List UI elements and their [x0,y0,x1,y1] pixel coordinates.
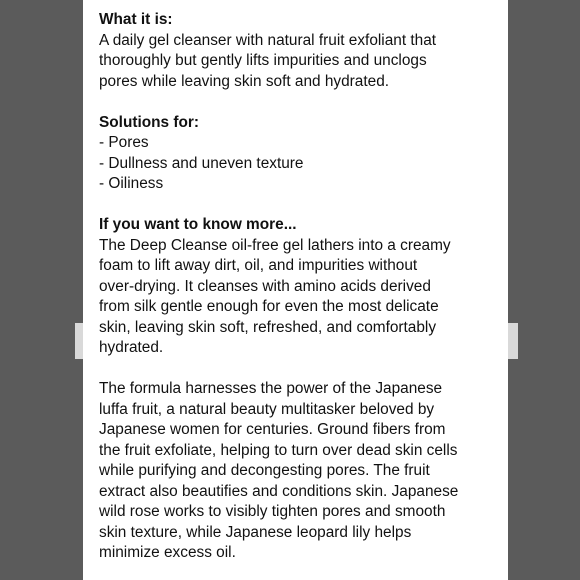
know-more-section [99,215,499,359]
know-more-text: The Deep Cleanse oil-free gel lathers into a creamy foam to lift away dirt, oil, and impurities without over-drying. It cleanses with amino acids derived from silk gentle enough for even the most delicate skin, leaving skin soft, refreshed, and comfortably hydrated. [99,236,451,356]
list-item: - Oiliness [99,175,164,192]
list-item: - Pores [99,134,149,151]
what-it-is-section [99,10,499,92]
formula-section [99,379,499,564]
document-page [83,0,508,580]
solutions-section [99,113,499,195]
what-it-is-text: A daily gel cleanser with natural fruit exfoliant that thoroughly but gently lifts impurities and unclogs pores while leaving skin soft and hydrated. [99,31,437,90]
what-it-is-heading: What it is: [99,11,173,28]
formula-text: The formula harnesses the power of the Japanese luffa fruit, a natural beauty multitasker beloved by Japanese women for centuries. Ground fibers from the fruit exfoliate, helping to turn over dead skin cells while purifying and decongesting pores. The fruit extract also beautifies and conditions skin. Japanese wild rose works to visibly tighten pores and smooth skin texture, while Japanese leopard lily helps minimize excess oil. [99,380,459,561]
know-more-heading: If you want to know more... [99,216,297,233]
list-item: - Dullness and uneven texture [99,154,304,172]
solutions-heading: Solutions for: [99,113,200,131]
solutions-list [99,133,499,195]
document-content [99,10,499,580]
